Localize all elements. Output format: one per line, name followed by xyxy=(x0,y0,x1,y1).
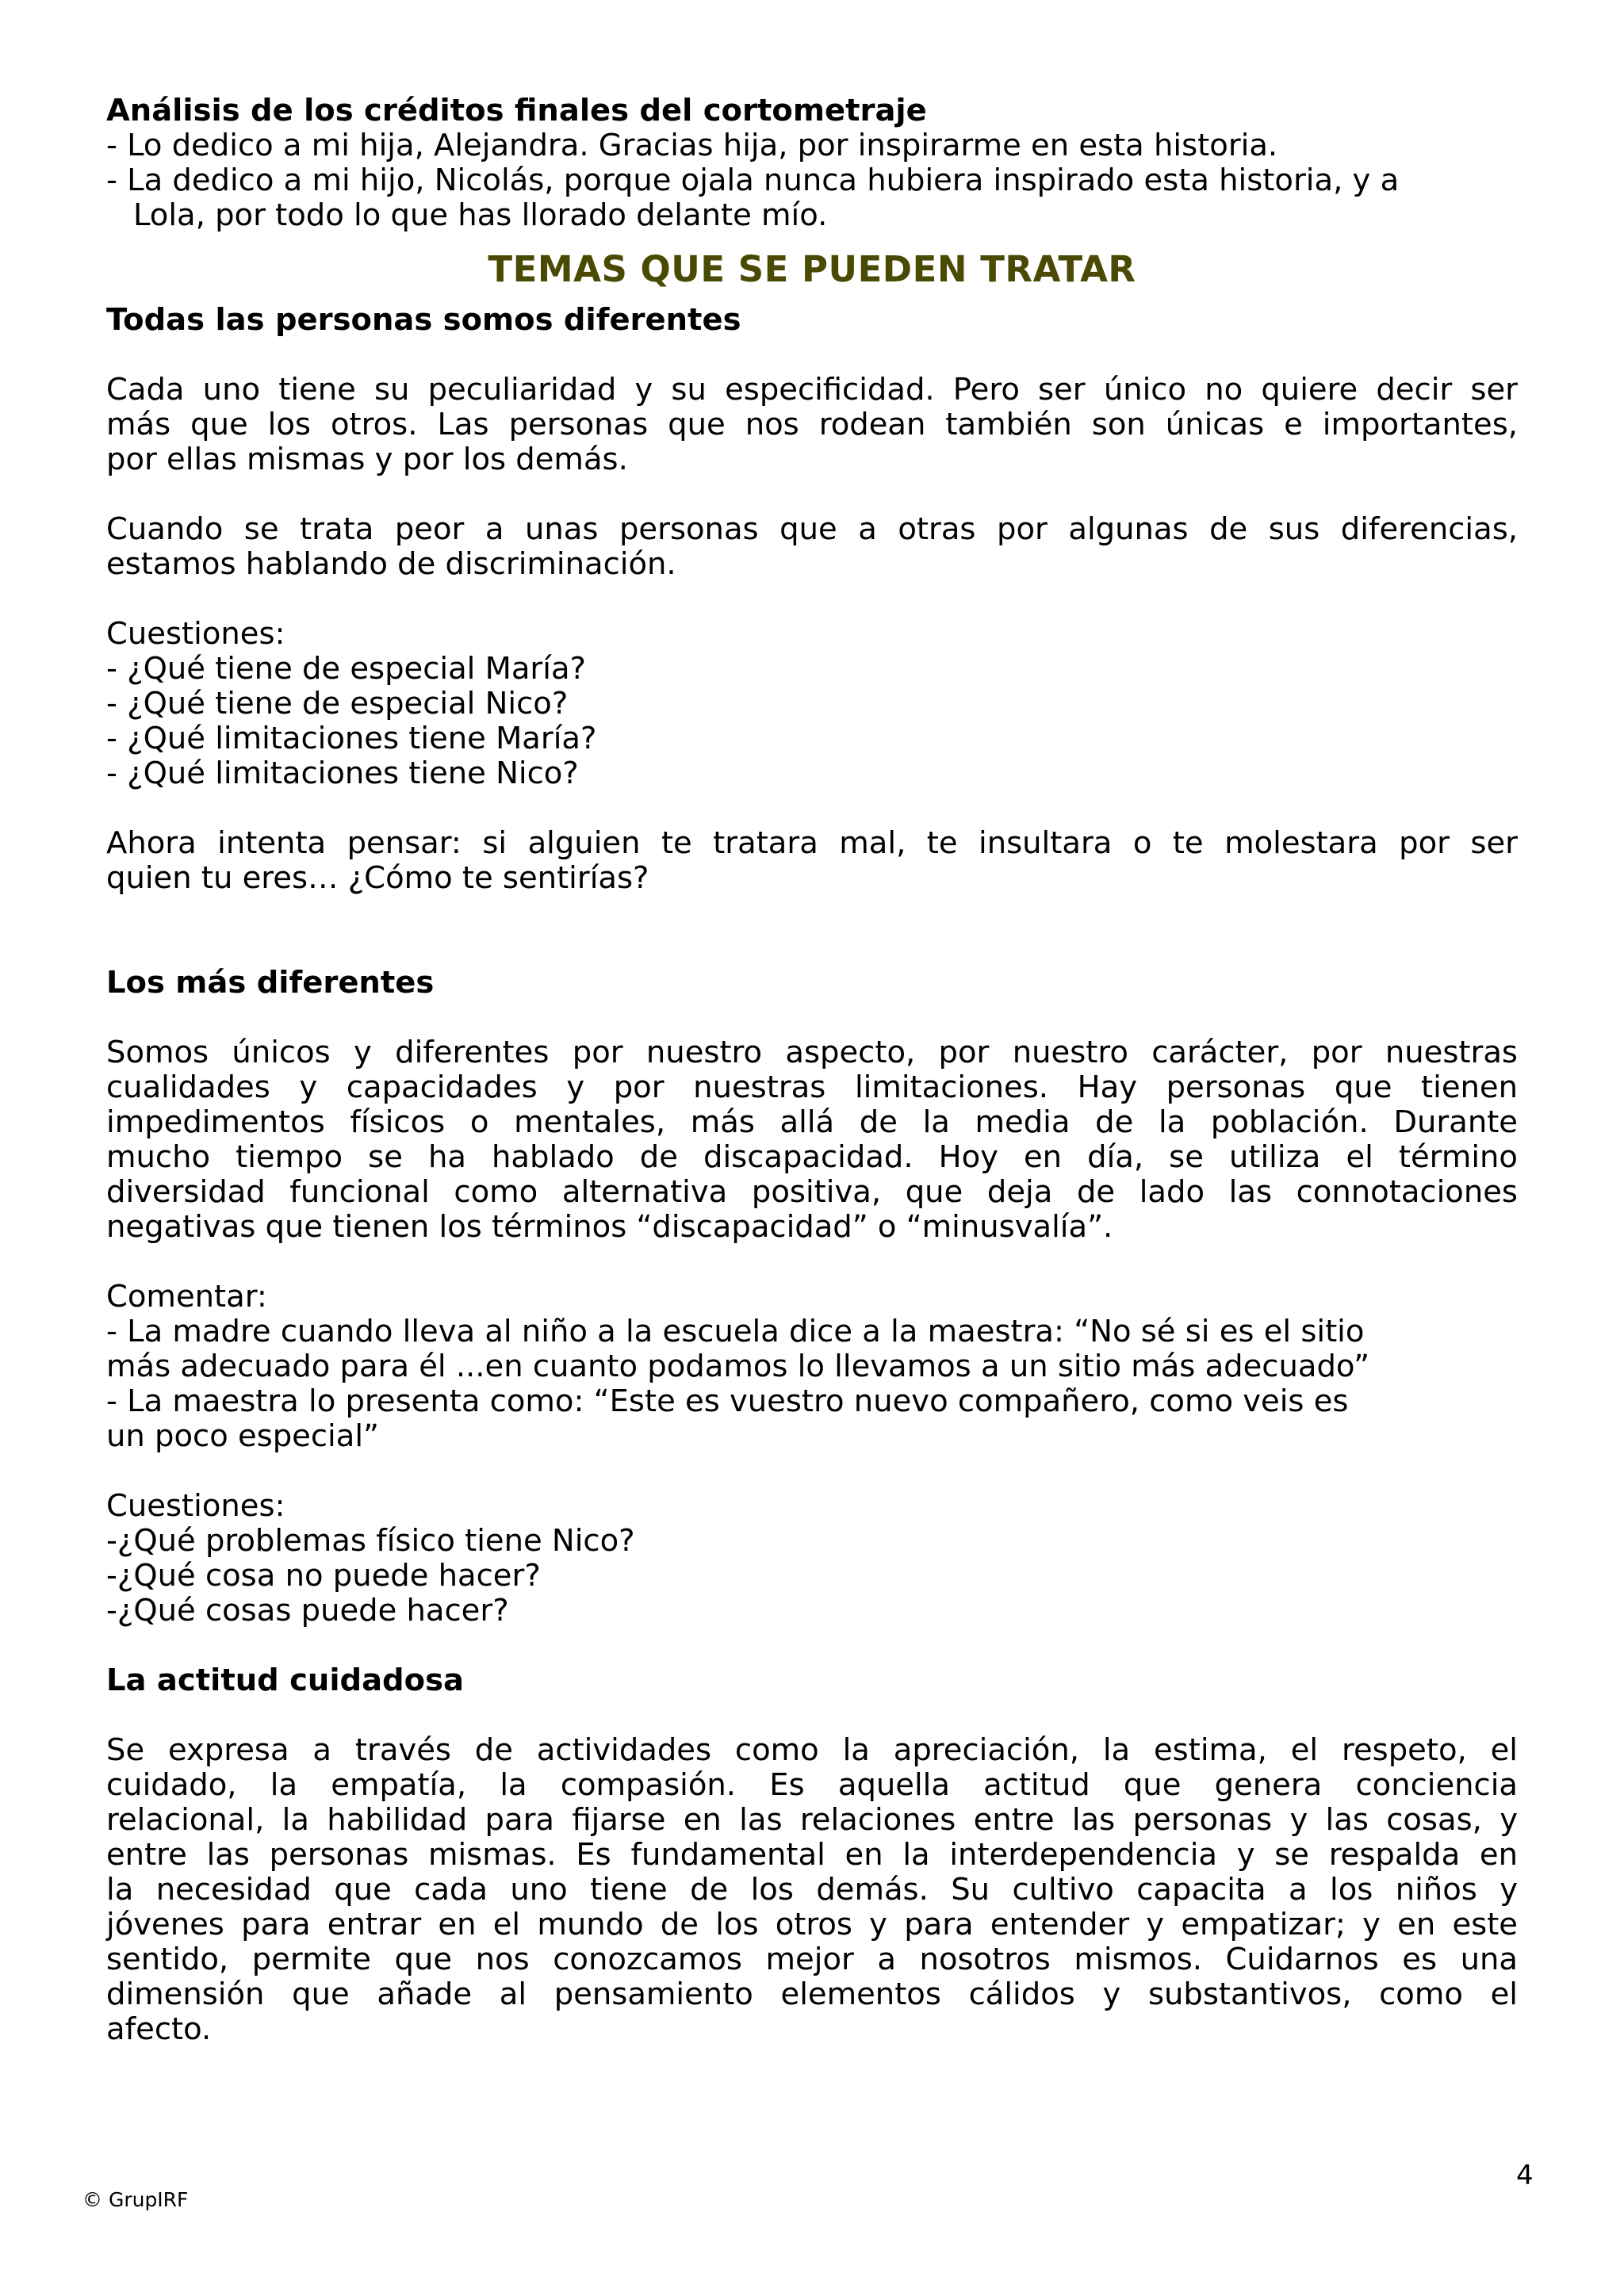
credits-item: Lola, por todo lo que has llorado delante mío. xyxy=(133,197,828,233)
paragraph-line: Cada uno tiene su peculiaridad y su especificidad. Pero ser único no quiere decir ser xyxy=(106,372,1518,408)
comment-item: - La madre cuando lleva al niño a la escuela dice a la maestra: “No sé si es el sitio xyxy=(106,1314,1365,1349)
paragraph-line: Se expresa a través de actividades como la apreciación, la estima, el respeto, el xyxy=(106,1732,1518,1768)
paragraph-line: diversidad funcional como alternativa positiva, que deja de lado las connotaciones xyxy=(106,1174,1518,1210)
section-heading: La actitud cuidadosa xyxy=(106,1663,464,1698)
question-item: - ¿Qué tiene de especial María? xyxy=(106,651,586,687)
questions-label: Cuestiones: xyxy=(106,616,285,652)
paragraph-line: por ellas mismas y por los demás. xyxy=(106,442,628,477)
comment-item: - La maestra lo presenta como: “Este es vuestro nuevo compañero, como veis es xyxy=(106,1383,1349,1419)
copyright-notice: © GrupIRF xyxy=(82,2188,189,2211)
question-item: -¿Qué problemas físico tiene Nico? xyxy=(106,1523,635,1559)
credits-item: - La dedico a mi hijo, Nicolás, porque ojala nunca hubiera inspirado esta historia, y a xyxy=(106,163,1400,198)
paragraph-line: cualidades y capacidades y por nuestras limitaciones. Hay personas que tienen xyxy=(106,1070,1518,1105)
paragraph-line: la necesidad que cada uno tiene de los demás. Su cultivo capacita a los niños y xyxy=(106,1872,1518,1908)
main-title: TEMAS QUE SE PUEDEN TRATAR xyxy=(488,248,1136,290)
paragraph-line: estamos hablando de discriminación. xyxy=(106,546,676,582)
section-heading: Los más diferentes xyxy=(106,965,435,1001)
paragraph-line: dimensión que añade al pensamiento elementos cálidos y substantivos, como el xyxy=(106,1976,1518,2012)
paragraph-line: impedimentos físicos o mentales, más allá de la media de la población. Durante xyxy=(106,1104,1518,1140)
comment-label: Comentar: xyxy=(106,1279,267,1314)
paragraph-line: Cuando se trata peor a unas personas que a otras por algunas de sus diferencias, xyxy=(106,511,1518,547)
comment-item: un poco especial” xyxy=(106,1418,379,1454)
section-heading: Todas las personas somos diferentes xyxy=(106,302,741,338)
page-number: 4 xyxy=(1516,2160,1534,2191)
question-item: - ¿Qué limitaciones tiene Nico? xyxy=(106,756,579,791)
comment-item: más adecuado para él ...en cuanto podamos lo llevamos a un sitio más adecuado” xyxy=(106,1349,1370,1384)
paragraph-line: Ahora intenta pensar: si alguien te tratara mal, te insultara o te molestara por ser xyxy=(106,825,1518,861)
paragraph-line: Somos únicos y diferentes por nuestro aspecto, por nuestro carácter, por nuestras xyxy=(106,1035,1518,1070)
paragraph-line: cuidado, la empatía, la compasión. Es aquella actitud que genera conciencia xyxy=(106,1767,1518,1803)
paragraph-line: más que los otros. Las personas que nos rodean también son únicas e importantes, xyxy=(106,407,1518,442)
paragraph-line: mucho tiempo se ha hablado de discapacidad. Hoy en día, se utiliza el término xyxy=(106,1139,1518,1175)
question-item: - ¿Qué tiene de especial Nico? xyxy=(106,686,569,721)
paragraph-line: afecto. xyxy=(106,2011,212,2047)
credits-heading: Análisis de los créditos finales del cortometraje xyxy=(106,93,927,128)
question-item: -¿Qué cosas puede hacer? xyxy=(106,1593,509,1628)
paragraph-line: entre las personas mismas. Es fundamental en la interdependencia y se respalda en xyxy=(106,1837,1518,1873)
question-item: -¿Qué cosa no puede hacer? xyxy=(106,1558,541,1594)
page-content xyxy=(106,94,1518,2047)
paragraph-line: jóvenes para entrar en el mundo de los otros y para entender y empatizar; y en este xyxy=(106,1907,1518,1942)
question-item: - ¿Qué limitaciones tiene María? xyxy=(106,721,597,756)
credits-item: - Lo dedico a mi hija, Alejandra. Gracias hija, por inspirarme en esta historia. xyxy=(106,128,1278,163)
paragraph-line: quien tu eres… ¿Cómo te sentirías? xyxy=(106,860,649,896)
paragraph-line: relacional, la habilidad para fijarse en las relaciones entre las personas y las cosas, y xyxy=(106,1802,1518,1838)
questions-label: Cuestiones: xyxy=(106,1488,285,1524)
paragraph-line: sentido, permite que nos conozcamos mejor a nosotros mismos. Cuidarnos es una xyxy=(106,1942,1518,1977)
paragraph-line: negativas que tienen los términos “discapacidad” o “minusvalía”. xyxy=(106,1209,1113,1245)
